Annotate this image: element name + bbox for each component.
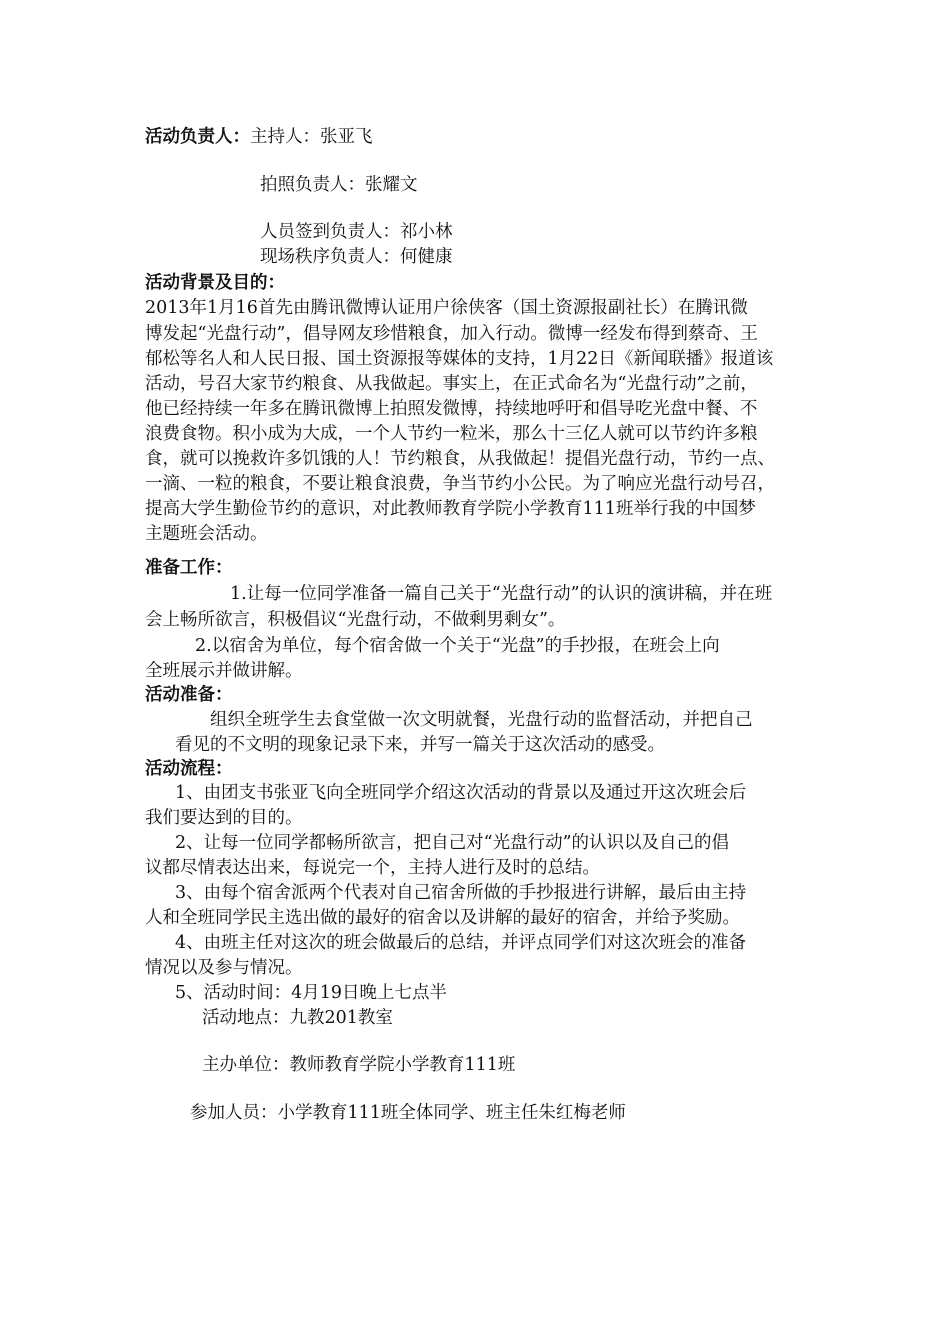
host-text: 主持人：张亚飞 <box>250 127 373 147</box>
flow-line: 4、由班主任对这次的班会做最后的总结，并评点同学们对这次班会的准备 <box>175 933 747 953</box>
preparation-line: 全班展示并做讲解。 <box>145 661 303 681</box>
background-line: 活动，号召大家节约粮食、从我做起。事实上，在正式命名为“光盘行动”之前， <box>145 374 758 394</box>
signin-responsible: 人员签到负责人：祁小林 <box>260 222 453 242</box>
activity-prep-line: 组织全班学生去食堂做一次文明就餐，光盘行动的监督活动，并把自己 <box>210 710 753 730</box>
order-responsible: 现场秩序负责人：何健康 <box>260 247 453 267</box>
responsible-label: 活动负责人： <box>145 127 250 147</box>
preparation-heading: 准备工作： <box>145 558 233 578</box>
flow-line: 人和全班同学民主选出做的最好的宿舍以及讲解的最好的宿舍，并给予奖励。 <box>145 908 740 928</box>
preparation-line: 会上畅所欲言，积极倡议“光盘行动，不做剩男剩女”。 <box>145 610 566 630</box>
background-line: 提高大学生勤俭节约的意识，对此教师教育学院小学教育111班举行我的中国梦 <box>145 499 756 519</box>
flow-heading: 活动流程： <box>145 759 233 779</box>
background-line: 2013年1月16首先由腾讯微博认证用户徐侠客（国土资源报副社长）在腾讯微 <box>145 298 748 318</box>
activity-prep-line: 看见的不文明的现象记录下来，并写一篇关于这次活动的感受。 <box>175 735 665 755</box>
preparation-line: 1.让每一位同学准备一篇自己关于“光盘行动”的认识的演讲稿，并在班 <box>230 584 773 604</box>
flow-line: 2、让每一位同学都畅所欲言，把自己对“光盘行动”的认识以及自己的倡 <box>175 833 730 853</box>
background-line: 博发起“光盘行动”，倡导网友珍惜粮食，加入行动。微博一经发布得到蔡奇、王 <box>145 324 758 344</box>
flow-line: 情况以及参与情况。 <box>145 958 303 978</box>
background-heading: 活动背景及目的： <box>145 273 285 293</box>
flow-line: 我们要达到的目的。 <box>145 808 303 828</box>
organizer-line: 主办单位：教师教育学院小学教育111班 <box>202 1055 516 1075</box>
preparation-line: 2.以宿舍为单位，每个宿舍做一个关于“光盘”的手抄报，在班会上向 <box>195 636 720 656</box>
background-line: 主题班会活动。 <box>145 524 268 544</box>
flow-line: 3、由每个宿舍派两个代表对自己宿舍所做的手抄报进行讲解，最后由主持 <box>175 883 747 903</box>
participants-line: 参加人员：小学教育111班全体同学、班主任朱红梅老师 <box>190 1103 626 1123</box>
activity-prep-heading: 活动准备： <box>145 685 233 705</box>
flow-location: 活动地点：九教201教室 <box>202 1008 393 1028</box>
photo-responsible: 拍照负责人：张耀文 <box>260 175 418 195</box>
background-line: 一滴、一粒的粮食，不要让粮食浪费，争当节约小公民。为了响应光盘行动号召， <box>145 474 775 494</box>
background-line: 浪费食物。积小成为大成，一个人节约一粒米，那么十三亿人就可以节约许多粮 <box>145 424 758 444</box>
flow-time: 5、活动时间：4月19日晚上七点半 <box>175 983 448 1003</box>
responsible-line <box>145 124 373 150</box>
background-line: 他已经持续一年多在腾讯微博上拍照发微博，持续地呼吁和倡导吃光盘中餐、不 <box>145 399 758 419</box>
flow-line: 1、由团支书张亚飞向全班同学介绍这次活动的背景以及通过开这次班会后 <box>175 783 747 803</box>
background-line: 食，就可以挽救许多饥饿的人！节约粮食，从我做起！提倡光盘行动，节约一点、 <box>145 449 775 469</box>
background-line: 郁松等名人和人民日报、国土资源报等媒体的支持，1月22日《新闻联播》报道该 <box>145 349 774 369</box>
flow-line: 议都尽情表达出来，每说完一个，主持人进行及时的总结。 <box>145 858 600 878</box>
